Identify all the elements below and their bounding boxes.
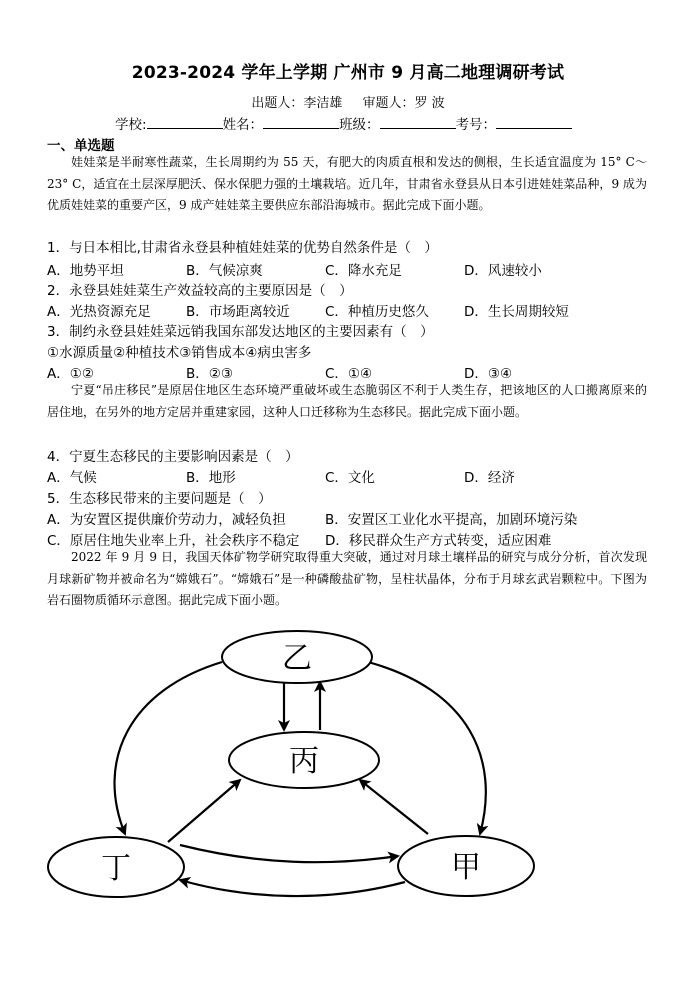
q4-option-d[interactable]: D．经济 xyxy=(464,470,515,486)
node-jia-label: 甲 xyxy=(451,850,481,885)
passage-1: 娃娃菜是半耐寒性蔬菜，生长周期约为 55 天，有肥大的肉质直根和发达的侧根，生长适宜温度为 15° C～23° C，适宜在土层深厚肥沃、保水保肥力强的土壤栽培。近几年，甘肃省永登县从日本引进娃娃菜品种，9 成为优质娃娃菜的重要产区，9 成产娃娃菜主要供应东部沿海城市。据此完成下面小题。 xyxy=(47,155,647,212)
exam-no-label: 考号： xyxy=(455,117,497,133)
q5-option-b[interactable]: B．安置区工业化水平提高，加剧环境污染 xyxy=(325,512,578,528)
name-field[interactable] xyxy=(263,115,339,129)
class-field[interactable] xyxy=(380,115,456,129)
node-ding-label: 丁 xyxy=(101,851,131,886)
student-info-line xyxy=(115,113,572,133)
q1-option-b[interactable]: B．气候凉爽 xyxy=(186,263,263,279)
rock-cycle-diagram xyxy=(0,620,696,983)
q4-option-a[interactable]: A．气候 xyxy=(47,470,97,486)
arrow-jia-to-bing xyxy=(360,780,428,834)
question-3-stem: 3．制约永登县娃娃菜远销我国东部发达地区的主要因素有（ ） xyxy=(47,324,434,340)
q5-option-d[interactable]: D．移民群众生产方式转变，适应困难 xyxy=(325,533,552,549)
arrow-ding-to-jia xyxy=(180,845,398,862)
node-ding xyxy=(48,837,184,897)
node-bing xyxy=(229,732,379,788)
q1-option-c[interactable]: C．降水充足 xyxy=(325,263,402,279)
q4-option-c[interactable]: C．文化 xyxy=(325,470,375,486)
passage-2: 宁夏“吊庄移民”是原居住地区生态环境严重破坏或生态脆弱区不利于人类生存，把该地区的人口搬离原来的居住地，在另外的地方定居并重建家园，这种人口迁移称为生态移民。据此完成下面小题。 xyxy=(47,383,647,419)
node-yi-label: 乙 xyxy=(282,641,312,676)
arrow-ding-to-bing xyxy=(168,780,240,842)
name-label: 姓名： xyxy=(222,117,264,133)
section-title: 一、单选题 xyxy=(47,138,115,154)
node-bing-label: 丙 xyxy=(289,744,319,779)
q2-option-c[interactable]: C．种植历史悠久 xyxy=(325,304,429,320)
question-2-stem: 2．永登县娃娃菜生产效益较高的主要原因是（ ） xyxy=(47,283,353,299)
exam-no-field[interactable] xyxy=(496,115,572,129)
q5-option-c[interactable]: C．原居住地失业率上升，社会秩序不稳定 xyxy=(47,533,300,549)
arrow-yi-to-jia xyxy=(368,662,486,834)
q2-option-d[interactable]: D．生长周期较短 xyxy=(464,304,569,320)
q3-option-a[interactable]: A．①② xyxy=(47,366,94,382)
reviewer: 审题人：罗 波 xyxy=(362,96,445,111)
q5-option-a[interactable]: A．为安置区提供廉价劳动力，减轻负担 xyxy=(47,512,286,528)
q2-option-b[interactable]: B．市场距离较近 xyxy=(186,304,290,320)
q2-option-a[interactable]: A．光热资源充足 xyxy=(47,304,151,320)
school-field[interactable] xyxy=(147,115,223,129)
author: 出题人：李洁雄 xyxy=(251,96,343,111)
question-5-stem: 5．生态移民带来的主要问题是（ ） xyxy=(47,491,272,507)
node-jia xyxy=(398,836,534,896)
question-3-factors: ①水源质量②种植技术③销售成本④病虫害多 xyxy=(47,345,312,361)
exam-title: 2023-2024 学年上学期 广州市 9 月高二地理调研考试 xyxy=(131,63,565,83)
q1-option-a[interactable]: A．地势平坦 xyxy=(47,263,124,279)
node-yi xyxy=(222,631,372,683)
question-1-stem: 1．与日本相比,甘肃省永登县种植娃娃菜的优势自然条件是（ ） xyxy=(47,240,438,256)
school-label: 学校: xyxy=(115,117,147,133)
q3-option-b[interactable]: B．②③ xyxy=(186,366,233,382)
q3-option-d[interactable]: D．③④ xyxy=(464,366,513,382)
passage-3: 2022 年 9 月 9 日，我国天体矿物学研究取得重大突破，通过对月球土壤样品的研究与成分分析，首次发现月球新矿物并被命名为“嫦娥石”。“嫦娥石”是一种磷酸盐矿物，呈柱状晶体，分布于月球玄武岩颗粒中。下图为岩石圈物质循环示意图。据此完成下面小题。 xyxy=(47,550,647,607)
q4-option-b[interactable]: B．地形 xyxy=(186,470,236,486)
question-4-stem: 4．宁夏生态移民的主要影响因素是（ ） xyxy=(47,449,299,465)
q3-option-c[interactable]: C．①④ xyxy=(325,366,373,382)
arrow-jia-to-ding xyxy=(180,880,405,896)
q1-option-d[interactable]: D．风速较小 xyxy=(464,263,542,279)
author-line xyxy=(0,92,696,111)
class-label: 班级： xyxy=(339,117,380,133)
